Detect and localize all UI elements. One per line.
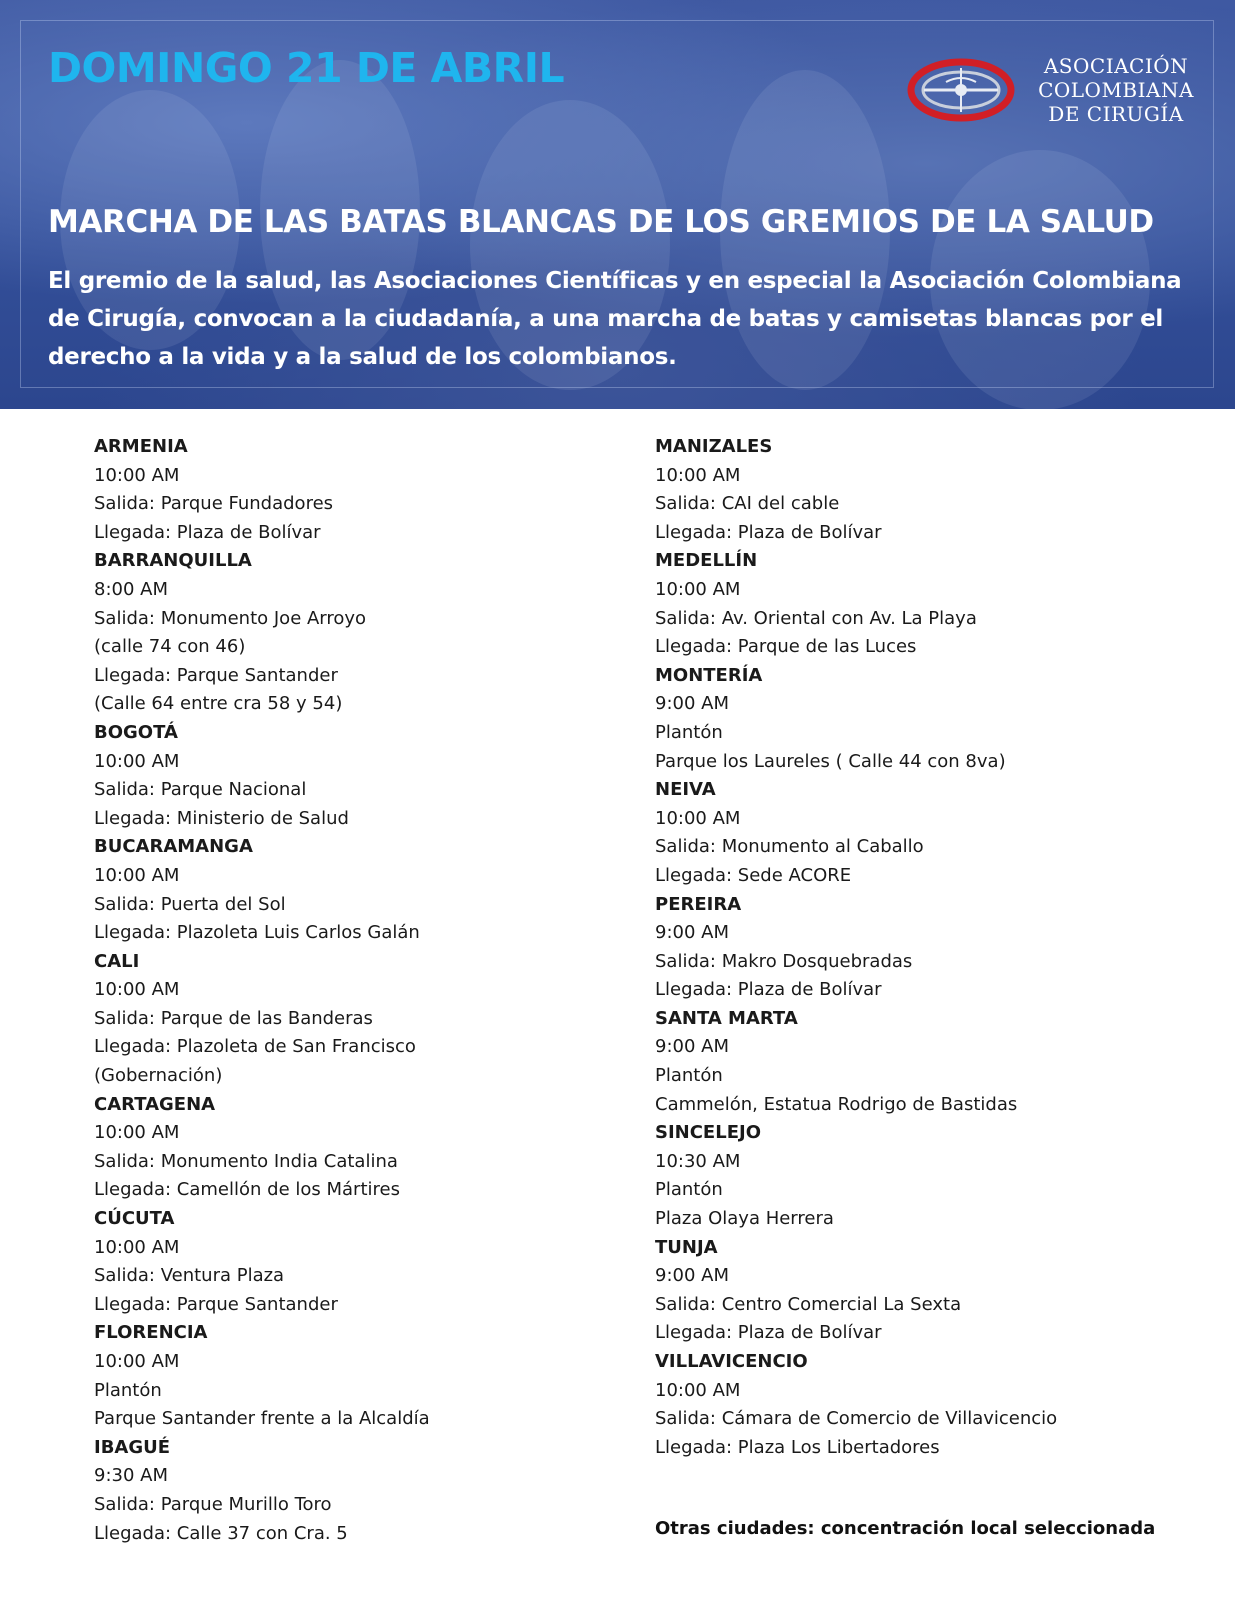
event-detail-line: 9:00 AM — [655, 922, 729, 944]
march-headline: MARCHA DE LAS BATAS BLANCAS DE LOS GREMIOS DE LA SALUD — [48, 204, 1154, 240]
event-detail-line: 10:00 AM — [94, 464, 180, 486]
city-name: CARTAGENA — [94, 1093, 216, 1115]
event-detail-line: 10:00 AM — [655, 578, 741, 600]
event-detail-line: Salida: Puerta del Sol — [94, 893, 286, 915]
city-event-block — [655, 1348, 1195, 1462]
city-name: IBAGUÉ — [94, 1436, 171, 1458]
city-event-block — [655, 776, 1195, 890]
event-detail-line: Llegada: Parque Santander — [94, 664, 338, 686]
event-detail-line: (Gobernación) — [94, 1065, 223, 1087]
event-detail-line: 10:00 AM — [655, 807, 741, 829]
event-detail-line: Salida: Monumento Joe Arroyo — [94, 607, 367, 629]
event-detail-line: Llegada: Ministerio de Salud — [94, 807, 349, 829]
event-detail-line: Llegada: Plaza de Bolívar — [94, 521, 321, 543]
city-event-block — [94, 1205, 614, 1319]
city-name: SINCELEJO — [655, 1122, 761, 1144]
event-detail-line: 10:00 AM — [94, 1351, 180, 1372]
event-detail-line: Llegada: Sede ACORE — [655, 864, 852, 886]
city-name: ARMENIA — [94, 436, 188, 457]
intro-paragraph: El gremio de la salud, las Asociaciones Científicas y en especial la Asociación Colombiana de Cirugía, convocan a la ciudadanía, a una marcha de batas y camisetas blancas por el derecho a la vida y a la salud de los colombianos. — [48, 268, 1182, 370]
event-detail-line: Llegada: Parque de las Luces — [655, 636, 917, 658]
other-cities-note: Otras ciudades: concentración local seleccionada — [655, 1518, 1156, 1539]
city-event-block — [655, 547, 1195, 661]
city-event-block — [94, 547, 614, 719]
event-detail-line: Salida: Av. Oriental con Av. La Playa — [655, 607, 977, 629]
event-detail-line: Llegada: Plaza Los Libertadores — [655, 1436, 940, 1458]
event-detail-line: 9:00 AM — [655, 1265, 729, 1287]
event-detail-line: Llegada: Plaza de Bolívar — [655, 979, 882, 1001]
event-detail-line: Parque Santander frente a la Alcaldía — [94, 1408, 430, 1430]
header-banner — [0, 0, 1235, 409]
city-name: VILLAVICENCIO — [655, 1351, 808, 1372]
city-name: MEDELLÍN — [655, 550, 758, 572]
event-detail-line: 10:00 AM — [94, 750, 180, 772]
event-detail-line: Salida: Parque Fundadores — [94, 493, 334, 515]
city-event-block — [94, 1434, 614, 1548]
event-detail-line: (Calle 64 entre cra 58 y 54) — [94, 693, 343, 715]
event-detail-line: Salida: Parque Nacional — [94, 779, 307, 801]
city-event-block — [655, 662, 1195, 776]
event-detail-line: Llegada: Plazoleta Luis Carlos Galán — [94, 922, 420, 944]
logo-line: COLOMBIANA — [1038, 78, 1194, 102]
event-detail-line: 10:00 AM — [94, 979, 180, 1001]
city-name: TUNJA — [655, 1236, 718, 1258]
event-detail-line: Salida: Makro Dosquebradas — [655, 950, 913, 972]
city-name: SANTA MARTA — [655, 1007, 798, 1029]
city-event-block — [94, 948, 614, 1091]
city-event-block — [655, 1234, 1195, 1348]
city-event-block — [655, 433, 1195, 547]
event-detail-line: Parque los Laureles ( Calle 44 con 8va) — [655, 750, 1006, 772]
event-detail-line: 9:00 AM — [655, 1036, 729, 1058]
city-name: BARRANQUILLA — [94, 550, 252, 572]
event-detail-line: Llegada: Plaza de Bolívar — [655, 1322, 882, 1344]
event-detail-line: 10:00 AM — [94, 864, 180, 886]
event-detail-line: Salida: Centro Comercial La Sexta — [655, 1293, 962, 1315]
city-name: NEIVA — [655, 779, 716, 801]
city-name: PEREIRA — [655, 893, 742, 915]
event-detail-line: Salida: Cámara de Comercio de Villavicencio — [655, 1408, 1058, 1430]
city-name: BOGOTÁ — [94, 721, 178, 743]
event-detail-line: Salida: Monumento al Caballo — [655, 836, 924, 858]
event-detail-line: Plantón — [655, 1179, 723, 1201]
logo-line: DE CIRUGÍA — [1048, 102, 1184, 126]
event-detail-line: Salida: Parque de las Banderas — [94, 1007, 373, 1029]
event-detail-line: Salida: Ventura Plaza — [94, 1265, 285, 1287]
event-detail-line: 9:00 AM — [655, 693, 729, 715]
city-event-block — [655, 891, 1195, 1005]
event-detail-line: 8:00 AM — [94, 578, 168, 600]
event-detail-line: 10:00 AM — [655, 464, 741, 486]
city-name: BUCARAMANGA — [94, 836, 253, 858]
event-detail-line: Salida: Monumento India Catalina — [94, 1150, 398, 1172]
city-event-block — [94, 719, 614, 833]
city-name: CALI — [94, 950, 140, 972]
event-detail-line: 10:30 AM — [655, 1150, 741, 1172]
city-event-block — [655, 1119, 1195, 1233]
event-detail-line: Salida: CAI del cable — [655, 493, 840, 515]
events-column-left — [94, 433, 614, 1548]
event-detail-line: Llegada: Calle 37 con Cra. 5 — [94, 1522, 348, 1544]
logo-text — [1022, 54, 1210, 126]
event-detail-line: Llegada: Camellón de los Mártires — [94, 1179, 400, 1201]
event-detail-line: Llegada: Parque Santander — [94, 1293, 338, 1315]
city-event-block — [94, 833, 614, 947]
event-detail-line: Plantón — [655, 721, 723, 743]
city-event-block — [655, 1005, 1195, 1119]
event-detail-line: Salida: Parque Murillo Toro — [94, 1493, 332, 1515]
city-name: MONTERÍA — [655, 664, 763, 686]
event-detail-line: Plantón — [94, 1379, 162, 1401]
event-detail-line: 10:00 AM — [655, 1379, 741, 1401]
city-event-block — [94, 1319, 614, 1433]
event-detail-line: 10:00 AM — [94, 1236, 180, 1258]
event-detail-line: (calle 74 con 46) — [94, 636, 246, 658]
event-detail-line: Llegada: Plazoleta de San Francisco — [94, 1036, 416, 1058]
event-detail-line: Llegada: Plaza de Bolívar — [655, 521, 882, 543]
event-detail-line: Cammelón, Estatua Rodrigo de Bastidas — [655, 1093, 1018, 1115]
city-name: CÚCUTA — [94, 1208, 175, 1230]
city-event-block — [94, 433, 614, 547]
event-detail-line: 10:00 AM — [94, 1122, 180, 1144]
event-date-title: DOMINGO 21 DE ABRIL — [48, 44, 565, 92]
event-detail-line: Plantón — [655, 1065, 723, 1087]
city-name: MANIZALES — [655, 436, 773, 457]
event-detail-line: Plaza Olaya Herrera — [655, 1208, 834, 1230]
logo-line: ASOCIACIÓN — [1043, 54, 1189, 78]
event-detail-line: 9:30 AM — [94, 1465, 168, 1487]
city-event-block — [94, 1091, 614, 1205]
events-column-right — [655, 433, 1195, 1462]
city-name: FLORENCIA — [94, 1322, 208, 1344]
